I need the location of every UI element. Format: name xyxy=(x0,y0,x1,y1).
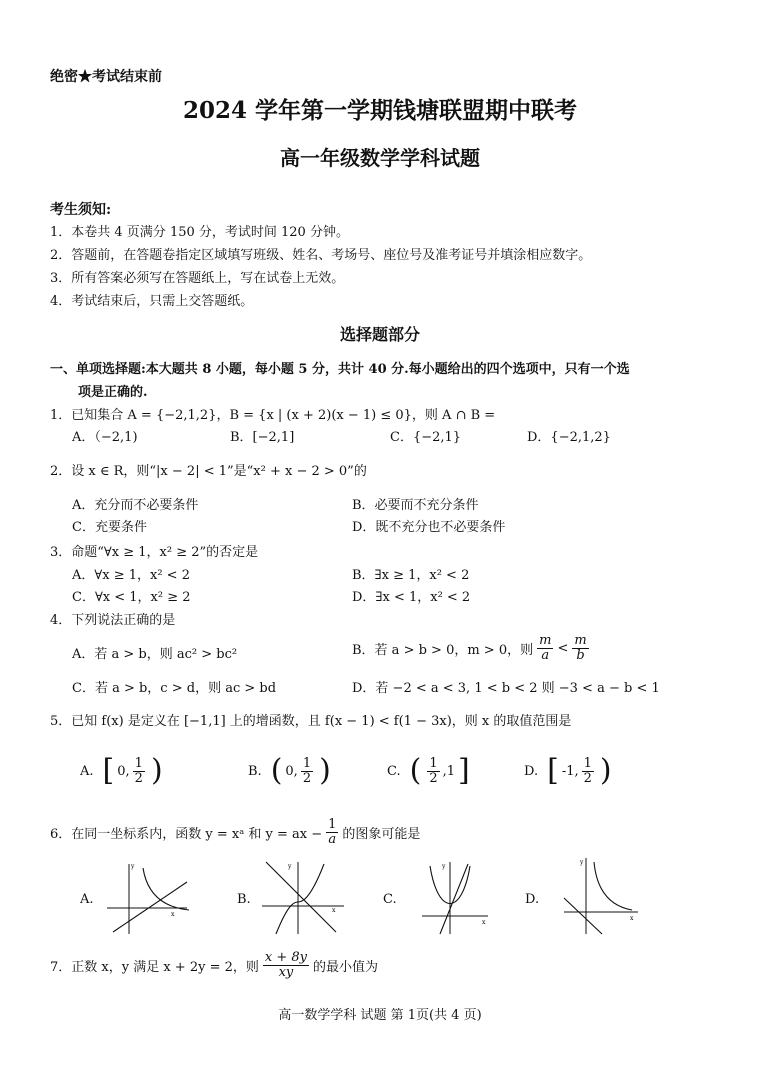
y-axis-label: y xyxy=(442,863,446,870)
left-bracket: ( xyxy=(270,753,283,788)
fraction-x8y-over-xy: $\frac{x + 8y}{xy}$ xyxy=(264,950,307,980)
exam-subtitle: 高一年级数学学科试题 xyxy=(280,146,480,170)
graph-option-c xyxy=(414,858,494,938)
fraction-one-half: $\frac{1}{2}$ xyxy=(134,755,143,786)
q6-label-c: C. xyxy=(383,892,397,907)
interval-end: ,1 xyxy=(442,763,456,779)
q2-option-c: C．充要条件 xyxy=(72,520,147,535)
notice-item: 4．考试结束后，只需上交答题纸。 xyxy=(50,294,254,309)
y-axis-label: y xyxy=(580,859,584,866)
q4-option-a: A．若 a > b，则 ac² > bc² xyxy=(72,647,238,662)
notice-item: 3．所有答案必须写在答题纸上，写在试卷上无效。 xyxy=(50,271,345,286)
q3-option-b: B．∃x ≥ 1，x² < 2 xyxy=(352,568,470,583)
q3-option-c: C．∀x < 1，x² ≥ 2 xyxy=(72,590,191,605)
question-3-stem: 3．命题“∀x ≥ 1，x² ≥ 2”的否定是 xyxy=(50,545,259,560)
interval-start: 0, xyxy=(117,763,130,779)
graph-option-b xyxy=(258,856,348,938)
fraction-m-over-a: $\frac{m}{a}$ xyxy=(539,633,552,663)
option-label: D. xyxy=(524,763,539,779)
question-2-stem: 2．设 x ∈ R，则“|x − 2| < 1”是“x² + x − 2 > 0”的 xyxy=(50,464,367,479)
right-bracket: ) xyxy=(150,753,163,788)
question-7-stem: 7．正数 x，y 满足 x + 2y = 2，则 $\frac{x + 8y}{xy}$ 的最小值为 xyxy=(50,950,379,980)
page-footer: 高一数学学科 试题 第 1页(共 4 页) xyxy=(278,1008,482,1023)
section-title: 选择题部分 xyxy=(339,325,420,344)
fraction-one-half: $\frac{1}{2}$ xyxy=(583,755,592,786)
y-axis-label: y xyxy=(288,863,292,870)
x-axis-label: x xyxy=(630,915,634,922)
q2-option-a: A．充分而不必要条件 xyxy=(72,498,199,513)
right-bracket: ] xyxy=(458,753,470,788)
q4-option-b-text: B．若 a > b > 0，m > 0，则 xyxy=(352,643,534,658)
q5-option-d xyxy=(524,753,612,788)
less-than: < xyxy=(557,641,569,656)
q5-option-b xyxy=(248,753,331,788)
x-axis-label: x xyxy=(171,911,175,918)
fraction-one-half: $\frac{1}{2}$ xyxy=(302,755,312,786)
fraction-1-over-a: $\frac{1}{a}$ xyxy=(328,817,337,847)
q6-label-b: B. xyxy=(237,892,251,907)
q3-option-a: A．∀x ≥ 1，x² < 2 xyxy=(72,568,190,583)
q2-option-d: D．既不充分也不必要条件 xyxy=(352,520,506,535)
notice-item: 1．本卷共 4 页满分 150 分，考试时间 120 分钟。 xyxy=(50,225,349,240)
y-axis-label: y xyxy=(131,863,135,870)
q2-option-b: B．必要而不充分条件 xyxy=(352,498,479,513)
interval-start: 0, xyxy=(285,763,298,779)
q1-option-a: A．（−2,1) xyxy=(72,430,138,445)
notice-heading: 考生须知: xyxy=(50,202,112,218)
left-bracket: ( xyxy=(409,753,422,788)
graph-option-a xyxy=(103,858,193,938)
graph-option-d xyxy=(558,854,642,938)
interval-start: -1, xyxy=(561,763,579,779)
x-axis-label: x xyxy=(482,919,486,926)
q1-option-b: B．[−2,1] xyxy=(230,430,295,445)
question-5-stem: 5．已知 f(x) 是定义在 [−1,1] 上的增函数，且 f(x − 1) < f(1 − 3x)，则 x 的取值范围是 xyxy=(50,714,572,729)
part-instructions-cont: 项是正确的. xyxy=(78,385,148,400)
option-label: B. xyxy=(248,763,262,779)
fraction-one-half: $\frac{1}{2}$ xyxy=(429,755,438,786)
notice-item: 2．答题前，在答题卷指定区域填写班级、姓名、考场号、座位号及准考证号并填涂相应数字。 xyxy=(50,248,592,263)
q3-option-d: D．∃x < 1，x² < 2 xyxy=(352,590,471,605)
question-1-stem: 1．已知集合 A = {−2,1,2}，B = {x | (x + 2)(x − 1) ≤ 0}，则 A ∩ B = xyxy=(50,408,496,423)
q5-option-a xyxy=(80,753,163,788)
confidential-mark: 绝密★考试结束前 xyxy=(50,69,162,85)
fraction-m-over-b: $\frac{m}{b}$ xyxy=(574,633,587,663)
part-instructions: 一、单项选择题:本大题共 8 小题，每小题 5 分，共计 40 分.每小题给出的四个选项中，只有一个选 xyxy=(50,362,630,377)
option-label: C. xyxy=(387,763,401,779)
exam-title: 2024 学年第一学期钱塘联盟期中联考 xyxy=(182,97,578,124)
x-axis-label: x xyxy=(332,907,336,914)
q6-label-d: D. xyxy=(525,892,540,907)
q4-option-c: C．若 a > b，c > d，则 ac > bd xyxy=(72,681,277,696)
q6-label-a: A. xyxy=(80,892,94,907)
right-bracket: ) xyxy=(319,753,331,788)
q1-option-c: C．{−2,1} xyxy=(390,430,462,445)
question-6-stem: 6．在同一坐标系内，函数 y = xᵃ 和 y = ax − $\frac{1}{a}$ 的图象可能是 xyxy=(50,817,421,847)
q1-option-d: D．{−2,1,2} xyxy=(527,430,611,445)
right-bracket: ) xyxy=(599,753,612,788)
left-bracket: [ xyxy=(102,753,115,788)
q4-option-b xyxy=(352,634,589,663)
question-4-stem: 4．下列说法正确的是 xyxy=(50,613,176,628)
left-bracket: [ xyxy=(547,753,559,788)
q4-option-d: D．若 −2 < a < 3, 1 < b < 2 则 −3 < a − b < 1 xyxy=(352,681,660,696)
option-label: A. xyxy=(80,763,94,779)
q5-option-c xyxy=(387,753,470,788)
